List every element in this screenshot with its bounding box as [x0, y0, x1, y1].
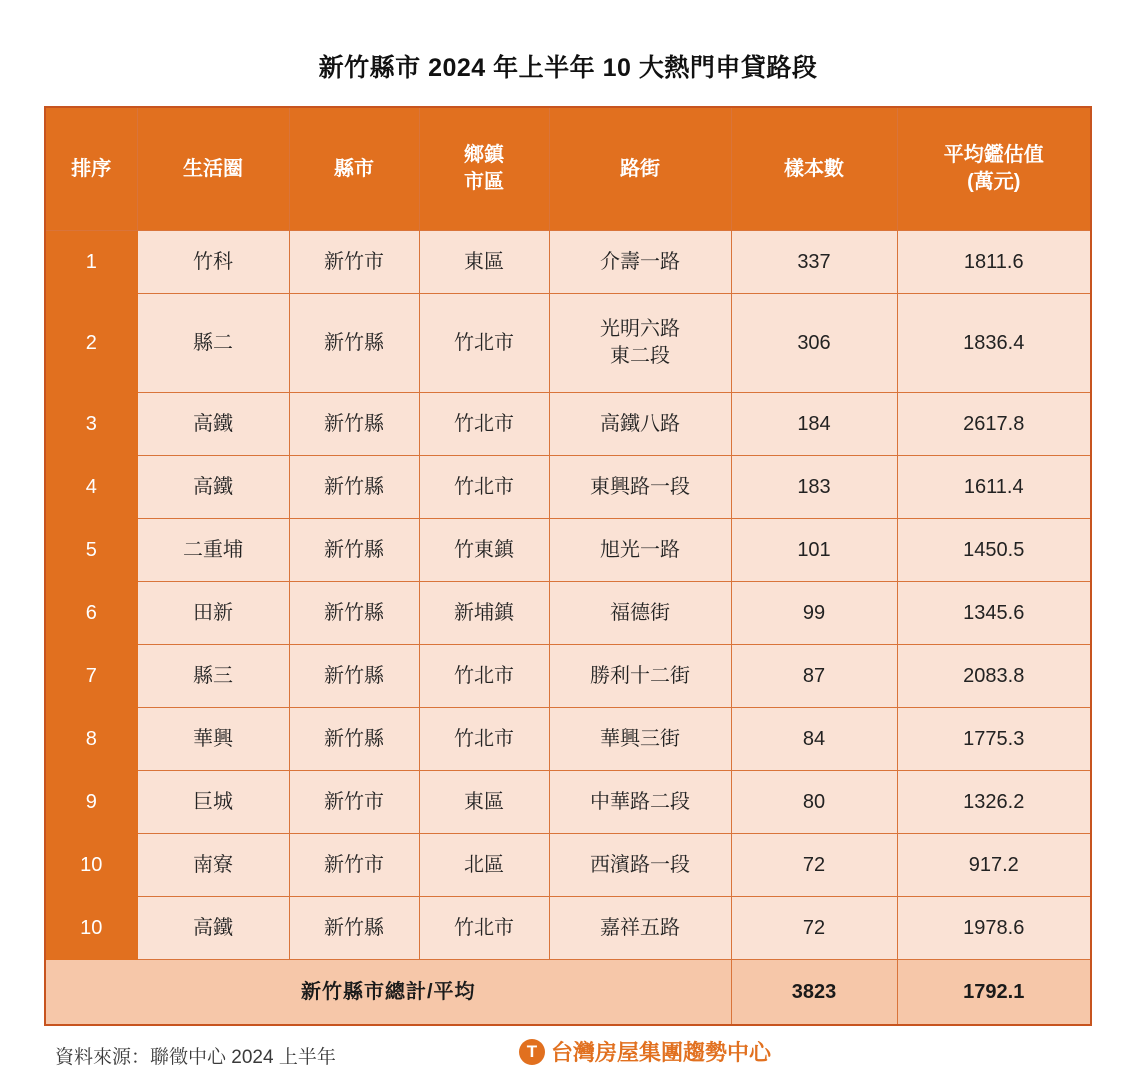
cell-living-area: 高鐵 [137, 393, 289, 456]
cell-city: 新竹縣 [289, 708, 419, 771]
street-line-1: 嘉祥五路 [600, 916, 680, 939]
cell-township: 竹北市 [419, 708, 549, 771]
cell-average-value: 917.2 [897, 834, 1091, 897]
total-samples: 3823 [731, 960, 897, 1026]
cell-average-value: 1326.2 [897, 771, 1091, 834]
cell-city: 新竹市 [289, 771, 419, 834]
cell-rank: 7 [45, 645, 137, 708]
street-line-1: 高鐵八路 [600, 412, 680, 435]
column-header-samples [731, 107, 897, 231]
header-row [45, 107, 1091, 231]
cell-average-value: 1775.3 [897, 708, 1091, 771]
cell-average-value: 1811.6 [897, 231, 1091, 294]
street-line-2: 東二段 [610, 345, 670, 367]
cell-living-area: 南寮 [137, 834, 289, 897]
table-row [45, 708, 1091, 771]
table-row [45, 834, 1091, 897]
cell-samples: 72 [731, 897, 897, 960]
street-line-1: 介壽一路 [600, 250, 680, 273]
cell-city: 新竹縣 [289, 294, 419, 393]
cell-samples: 99 [731, 582, 897, 645]
cell-samples: 306 [731, 294, 897, 393]
total-average-value: 1792.1 [897, 960, 1091, 1026]
cell-township: 北區 [419, 834, 549, 897]
cell-average-value: 1345.6 [897, 582, 1091, 645]
cell-township: 竹北市 [419, 393, 549, 456]
street-line-1: 旭光一路 [600, 538, 680, 561]
total-label: 新竹縣市總計/平均 [45, 960, 731, 1026]
street-line-1: 中華路二段 [590, 790, 690, 813]
cell-samples: 184 [731, 393, 897, 456]
cell-street [549, 834, 731, 897]
table-row [45, 519, 1091, 582]
cell-township: 竹北市 [419, 645, 549, 708]
cell-township: 東區 [419, 231, 549, 294]
cell-street [549, 231, 731, 294]
cell-average-value: 1836.4 [897, 294, 1091, 393]
cell-rank: 1 [45, 231, 137, 294]
table-row [45, 645, 1091, 708]
brand-name: 台灣房屋集團趨勢中心 [551, 1040, 772, 1065]
table-body [45, 231, 1091, 960]
cell-average-value: 1978.6 [897, 897, 1091, 960]
cell-rank: 10 [45, 834, 137, 897]
hot-loan-roads-table [44, 106, 1092, 1026]
header-line-1: 路街 [620, 157, 660, 180]
page-title: 新竹縣市 2024 年上半年 10 大熱門申貸路段 [318, 54, 818, 82]
total-row [45, 960, 1091, 1026]
cell-township: 竹北市 [419, 456, 549, 519]
table-row [45, 582, 1091, 645]
table-row [45, 393, 1091, 456]
table-row [45, 456, 1091, 519]
cell-samples: 87 [731, 645, 897, 708]
cell-city: 新竹縣 [289, 519, 419, 582]
cell-living-area: 高鐵 [137, 456, 289, 519]
cell-township: 竹北市 [419, 897, 549, 960]
street-line-1: 光明六路 [600, 318, 680, 340]
brand-mark-icon: T [519, 1039, 545, 1065]
cell-rank: 2 [45, 294, 137, 393]
cell-rank: 6 [45, 582, 137, 645]
column-header-living-area [137, 107, 289, 231]
cell-street [549, 645, 731, 708]
brand-logo [519, 1036, 771, 1067]
column-header-street [549, 107, 731, 231]
cell-street [549, 708, 731, 771]
cell-rank: 8 [45, 708, 137, 771]
header-line-1: 鄉鎮 [464, 144, 504, 166]
cell-living-area: 縣三 [137, 645, 289, 708]
footer [45, 1026, 1091, 1086]
cell-city: 新竹縣 [289, 897, 419, 960]
cell-average-value: 2083.8 [897, 645, 1091, 708]
cell-street [549, 456, 731, 519]
street-line-1: 西濱路一段 [590, 853, 690, 876]
cell-samples: 72 [731, 834, 897, 897]
street-line-1: 福德街 [610, 601, 670, 624]
table-row [45, 294, 1091, 393]
cell-city: 新竹市 [289, 231, 419, 294]
header-line-1: 縣市 [334, 157, 374, 180]
cell-samples: 337 [731, 231, 897, 294]
table-footer [45, 960, 1091, 1026]
header-line-1: 生活圈 [183, 157, 243, 180]
table-row [45, 771, 1091, 834]
cell-living-area: 華興 [137, 708, 289, 771]
header-line-2: (萬元) [967, 171, 1021, 193]
cell-township: 竹北市 [419, 294, 549, 393]
cell-rank: 9 [45, 771, 137, 834]
column-header-township [419, 107, 549, 231]
cell-living-area: 竹科 [137, 231, 289, 294]
street-line-1: 東興路一段 [590, 475, 690, 498]
table-header [45, 107, 1091, 231]
header-line-1: 樣本數 [784, 157, 844, 180]
cell-street [549, 771, 731, 834]
cell-average-value: 1611.4 [897, 456, 1091, 519]
street-line-1: 華興三街 [600, 727, 680, 750]
cell-rank: 4 [45, 456, 137, 519]
cell-street [549, 897, 731, 960]
cell-living-area: 田新 [137, 582, 289, 645]
cell-living-area: 巨城 [137, 771, 289, 834]
table-row [45, 231, 1091, 294]
cell-township: 新埔鎮 [419, 582, 549, 645]
header-line-1: 平均鑑估值 [943, 144, 1044, 166]
cell-living-area: 縣二 [137, 294, 289, 393]
cell-living-area: 二重埔 [137, 519, 289, 582]
cell-city: 新竹縣 [289, 645, 419, 708]
cell-average-value: 2617.8 [897, 393, 1091, 456]
cell-rank: 3 [45, 393, 137, 456]
cell-street [549, 582, 731, 645]
cell-samples: 80 [731, 771, 897, 834]
cell-township: 竹東鎮 [419, 519, 549, 582]
cell-street [549, 393, 731, 456]
cell-city: 新竹縣 [289, 582, 419, 645]
header-line-2: 市區 [464, 171, 504, 193]
cell-samples: 101 [731, 519, 897, 582]
cell-rank: 5 [45, 519, 137, 582]
source-note: 資料來源：聯徵中心 2024 上半年 [55, 1047, 336, 1068]
cell-city: 新竹縣 [289, 393, 419, 456]
cell-samples: 183 [731, 456, 897, 519]
table-row [45, 897, 1091, 960]
cell-samples: 84 [731, 708, 897, 771]
cell-average-value: 1450.5 [897, 519, 1091, 582]
cell-township: 東區 [419, 771, 549, 834]
cell-living-area: 高鐵 [137, 897, 289, 960]
cell-city: 新竹縣 [289, 456, 419, 519]
column-header-city [289, 107, 419, 231]
column-header-average-value [897, 107, 1091, 231]
street-line-1: 勝利十二街 [590, 664, 690, 687]
cell-street [549, 294, 731, 393]
cell-street [549, 519, 731, 582]
cell-city: 新竹市 [289, 834, 419, 897]
column-header-rank [45, 107, 137, 231]
cell-rank: 10 [45, 897, 137, 960]
header-line-1: 排序 [71, 157, 112, 180]
